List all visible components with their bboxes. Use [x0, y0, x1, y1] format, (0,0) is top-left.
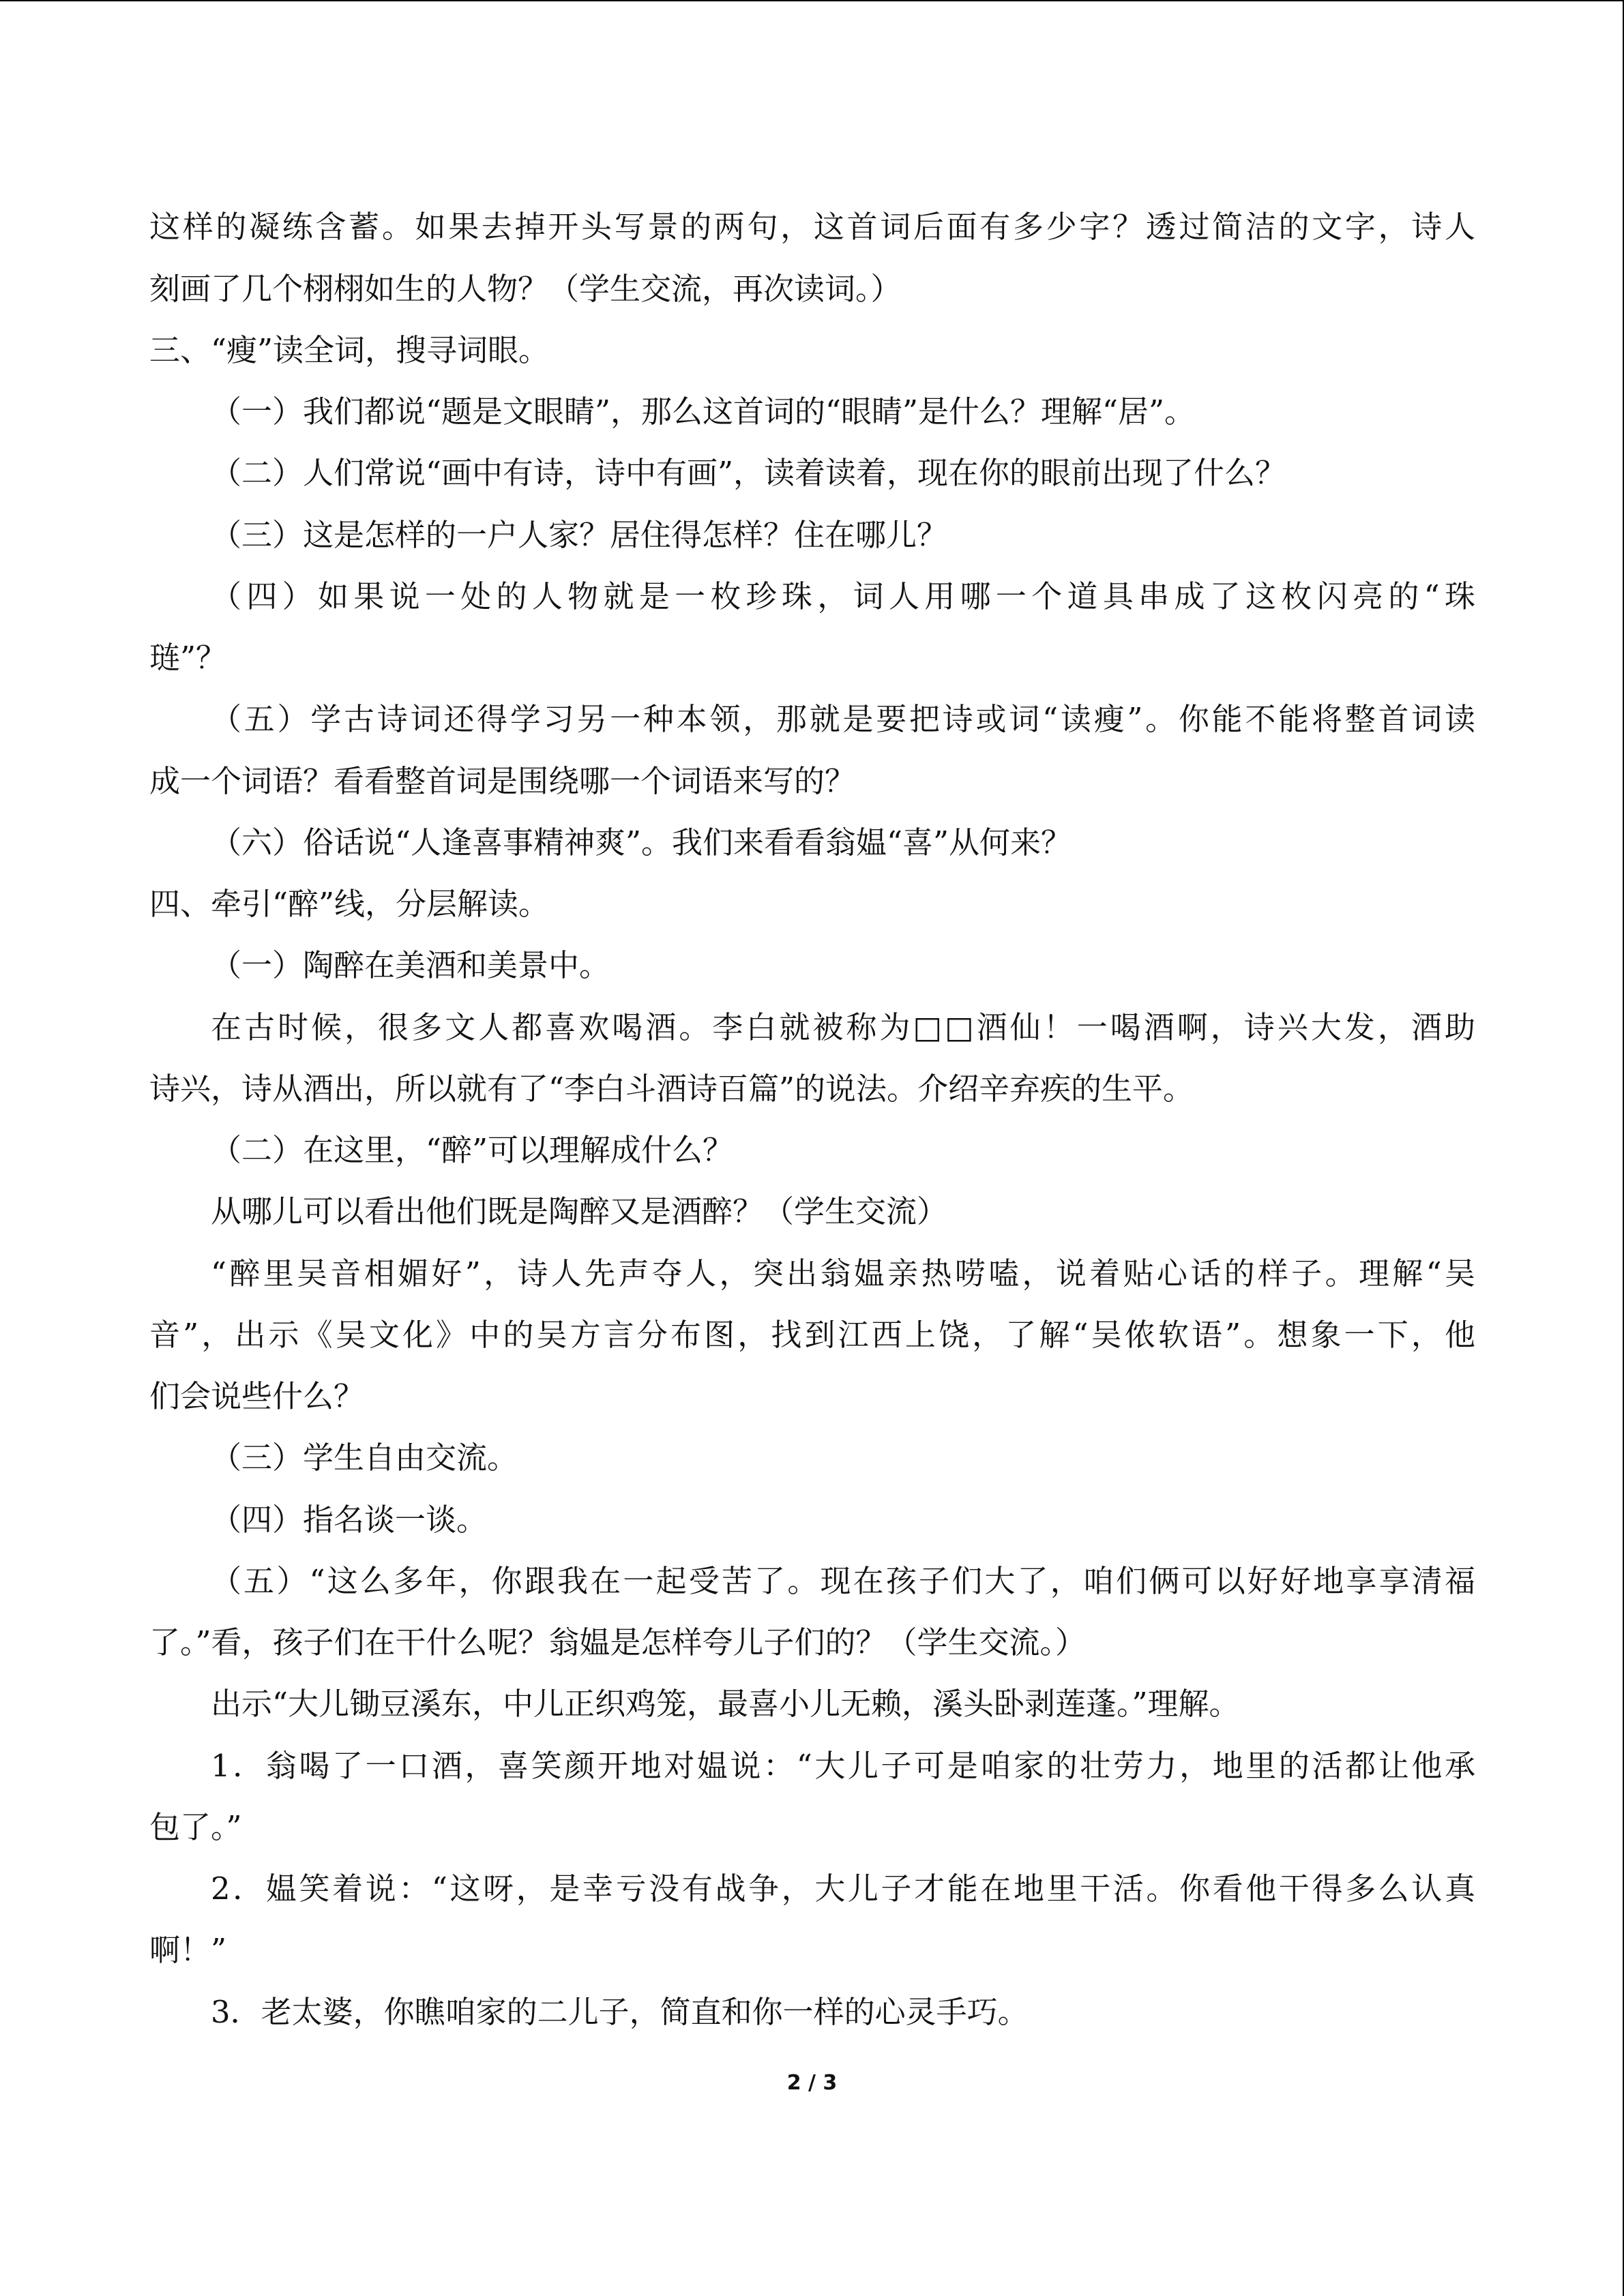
text-line: （五）学古诗词还得学习另一种本领，那就是要把诗或词“读瘦”。你能不能将整首词读 — [211, 701, 1475, 737]
text-line: （三）学生自由交流。 — [211, 1440, 518, 1476]
text-line: 这样的凝练含蓄。如果去掉开头写景的两句，这首词后面有多少字？透过简洁的文字，诗人 — [149, 209, 1475, 245]
text-line: 从哪儿可以看出他们既是陶醉又是酒醉？（学生交流） — [211, 1193, 948, 1229]
text-line: 琏”？ — [149, 640, 227, 676]
text-line: （二）在这里，“醉”可以理解成什么？ — [211, 1132, 734, 1168]
text-line: （三）这是怎样的一户人家？居住得怎样？住在哪儿？ — [211, 517, 948, 553]
text-line: 诗兴，诗从酒出，所以就有了“李白斗酒诗百篇”的说法。介绍辛弃疾的生平。 — [149, 1071, 1194, 1107]
text-line: （二）人们常说“画中有诗，诗中有画”，读着读着，现在你的眼前出现了什么？ — [211, 455, 1286, 491]
text-line: （一）我们都说“题是文眼睛”，那么这首词的“眼睛”是什么？理解“居”。 — [211, 393, 1196, 430]
text-line: 音”，出示《吴文化》中的吴方言分布图，找到江西上饶，了解“吴侬软语”。想象一下，他 — [149, 1317, 1475, 1353]
text-line: 啊！” — [149, 1932, 227, 1968]
text-line: 们会说些什么？ — [149, 1378, 365, 1414]
section-heading: 四、牵引“醉”线，分层解读。 — [149, 886, 550, 922]
text-line: “醉里吴音相媚好”，诗人先声夺人，突出翁媪亲热唠嗑，说着贴心话的样子。理解“吴 — [211, 1255, 1475, 1292]
text-line: （四）指名谈一谈。 — [211, 1502, 488, 1538]
text-line: （六）俗话说“人逢喜事精神爽”。我们来看看翁媪“喜”从何来？ — [211, 824, 1072, 861]
text-line: 3．老太婆，你瞧咱家的二儿子，简直和你一样的心灵手巧。 — [211, 1994, 1029, 2030]
text-line: （一）陶醉在美酒和美景中。 — [211, 947, 610, 983]
page-number: 2 / 3 — [786, 2071, 838, 2095]
text-line: 包了。” — [149, 1809, 242, 1845]
text-line: 2．媪笑着说：“这呀，是幸亏没有战争，大儿子才能在地里干活。你看他干得多么认真 — [211, 1870, 1475, 1907]
text-line: 1．翁喝了一口酒，喜笑颜开地对媪说：“大儿子可是咱家的壮劳力，地里的活都让他承 — [211, 1748, 1475, 1784]
text-line: 出示“大儿锄豆溪东，中儿正织鸡笼，最喜小儿无赖，溪头卧剥莲蓬。”理解。 — [211, 1686, 1240, 1722]
text-line: 刻画了几个栩栩如生的人物？（学生交流，再次读词。） — [149, 271, 902, 307]
text-line: 在古时候，很多文人都喜欢喝酒。李白就被称为□□酒仙！一喝酒啊，诗兴大发，酒助 — [211, 1009, 1475, 1045]
text-line: （四）如果说一处的人物就是一枚珍珠，词人用哪一个道具串成了这枚闪亮的“珠 — [211, 578, 1475, 614]
text-line: （五）“这么多年，你跟我在一起受苦了。现在孩子们大了，咱们俩可以好好地享享清福 — [211, 1563, 1475, 1599]
text-line: 成一个词语？看看整首词是围绕哪一个词语来写的？ — [149, 763, 856, 799]
section-heading: 三、“瘦”读全词，搜寻词眼。 — [149, 332, 550, 368]
text-line: 了。”看，孩子们在干什么呢？翁媪是怎样夸儿子们的？（学生交流。） — [149, 1624, 1087, 1660]
